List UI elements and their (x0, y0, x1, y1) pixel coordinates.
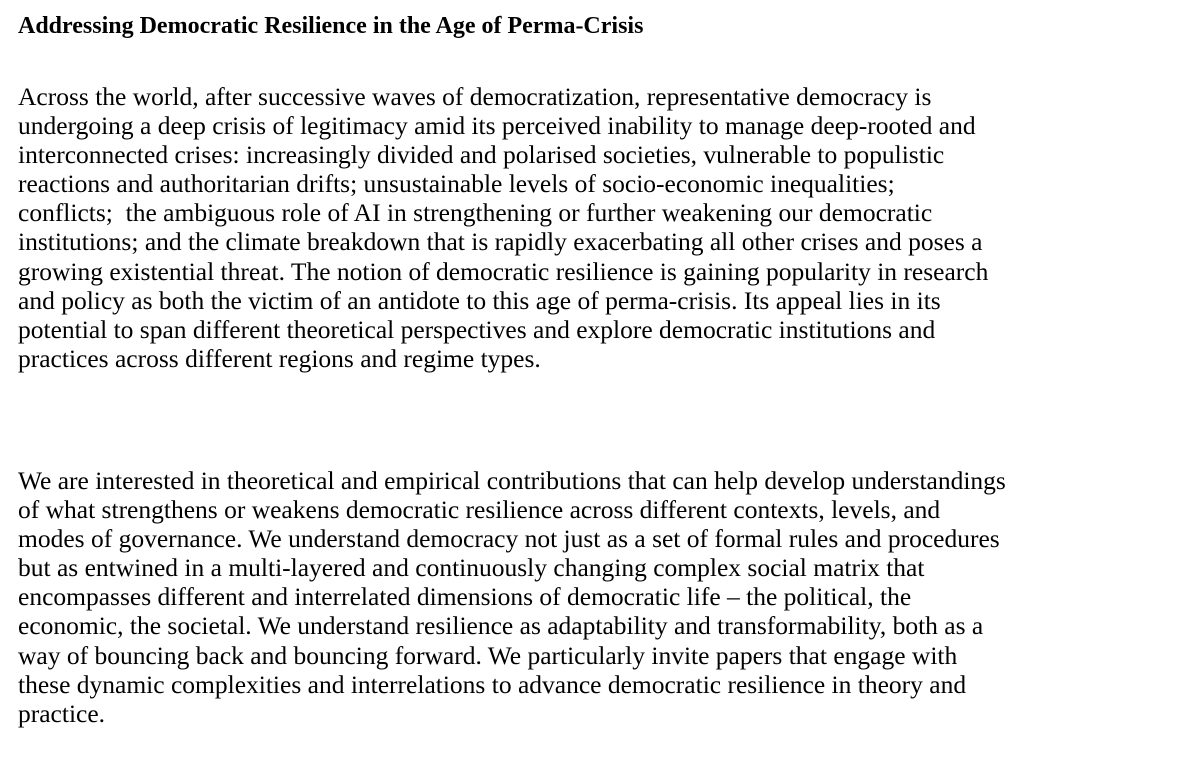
paragraph-1-line: Across the world, after successive waves of democratization, representative democracy is (18, 82, 932, 111)
document-title: Addressing Democratic Resilience in the Age of Perma-Crisis (18, 13, 644, 39)
paragraph-2-line: of what strengthens or weakens democratic resilience across different contexts, levels, and (18, 495, 941, 525)
paragraph-2-line: We are interested in theoretical and empirical contributions that can help develop understandings (18, 466, 1006, 495)
paragraph-1-line: conflicts; the ambiguous role of AI in strengthening or further weakening our democratic (18, 198, 933, 228)
paragraph-2-line: way of bouncing back and bouncing forward. We particularly invite papers that engage with (18, 640, 958, 670)
paragraph-2 (18, 466, 1006, 728)
paragraph-1-line: potential to span different theoretical perspectives and explore democratic institutions and (18, 314, 936, 344)
document-page (18, 10, 1194, 728)
paragraph-1-line: practices across different regions and regime types. (18, 343, 541, 373)
paragraph-2-line: encompasses different and interrelated dimensions of democratic life – the political, the (18, 582, 912, 612)
paragraph-1-line: interconnected crises: increasingly divided and polarised societies, vulnerable to populistic (18, 140, 945, 170)
paragraph-2-line: these dynamic complexities and interrelations to advance democratic resilience in theory and (18, 669, 967, 699)
paragraph-2-line: economic, the societal. We understand resilience as adaptability and transformability, both as a (18, 611, 984, 641)
paragraph-1 (18, 82, 988, 373)
paragraph-1-line: undergoing a deep crisis of legitimacy amid its perceived inability to manage deep-rooted and (18, 111, 976, 141)
paragraph-1-line: growing existential threat. The notion of democratic resilience is gaining popularity in research (18, 256, 989, 286)
paragraph-1-line: institutions; and the climate breakdown that is rapidly exacerbating all other crises and poses a (18, 227, 983, 257)
paragraph-1-line: reactions and authoritarian drifts; unsustainable levels of socio-economic inequalities; (18, 169, 895, 199)
paragraph-2-line: but as entwined in a multi-layered and continuously changing complex social matrix that (18, 553, 925, 583)
paragraph-2-line: modes of governance. We understand democracy not just as a set of formal rules and procedures (18, 524, 1000, 554)
paragraph-1-line: and policy as both the victim of an antidote to this age of perma-crisis. Its appeal lies in its (18, 285, 941, 315)
paragraph-2-line: practice. (18, 698, 106, 728)
